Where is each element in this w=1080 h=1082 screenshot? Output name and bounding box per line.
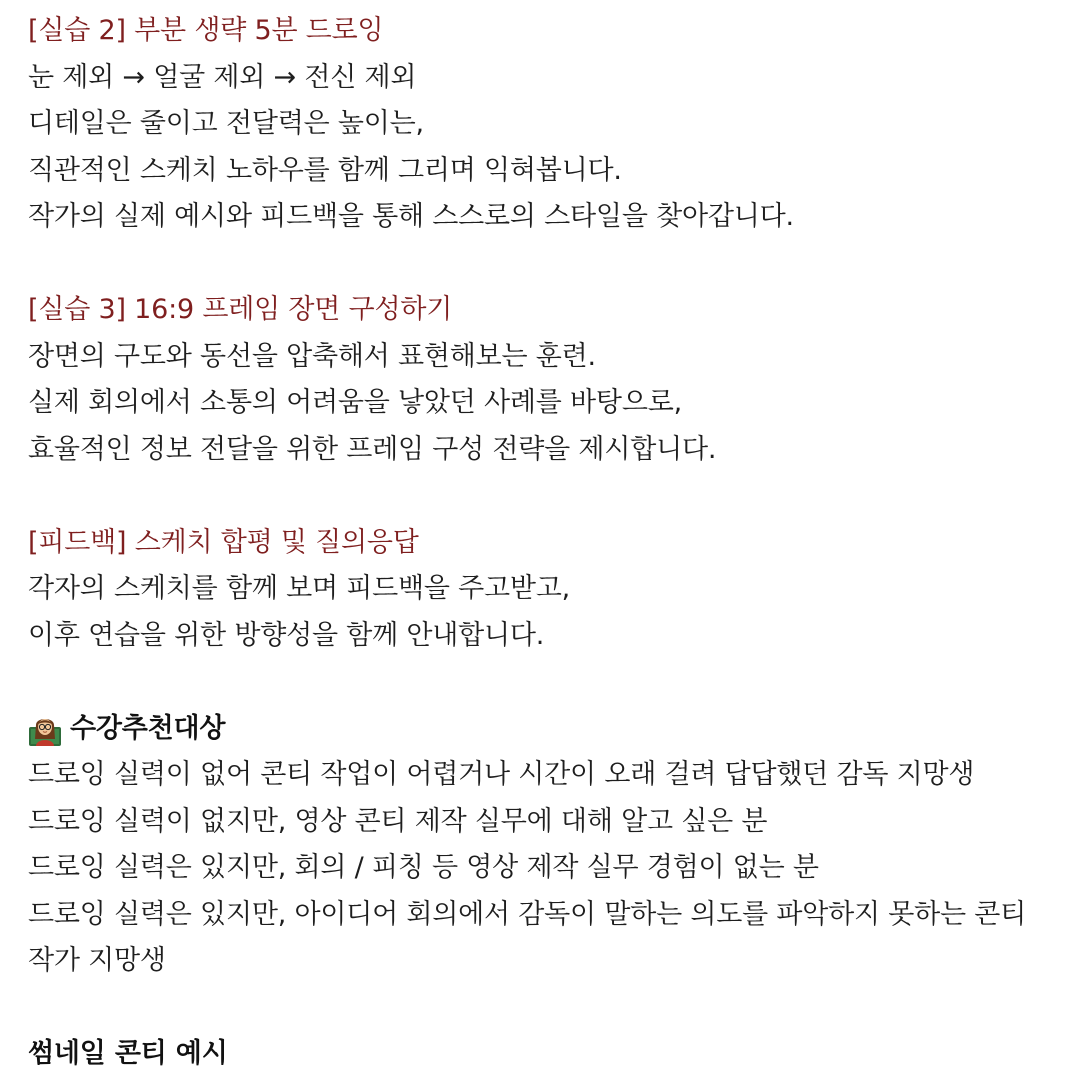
section-practice-2: [28, 8, 1052, 241]
section-title: [실습 3] 16:9 프레임 장면 구성하기: [28, 294, 453, 325]
section-practice-3: [28, 287, 1052, 473]
body-text-line: 효율적인 정보 전달을 위한 프레임 구성 전략을 제시합니다.: [28, 433, 717, 465]
audience-item: 드로잉 실력이 없어 콘티 작업이 어렵거나 시간이 오래 걸려 답답했던 감독 지망생: [28, 759, 975, 790]
body-text-line: 직관적인 스케치 노하우를 함께 그리며 익혀봅니다.: [28, 154, 622, 186]
thumbnail-heading: 썸네일 콘티 예시: [28, 1038, 228, 1069]
audience-heading: [28, 706, 1052, 753]
spacer: [28, 985, 1052, 1032]
audience-item: 드로잉 실력이 없지만, 영상 콘티 제작 실무에 대해 알고 싶은 분: [28, 805, 768, 837]
spacer: [28, 659, 1052, 706]
body-text-line: 눈 제외 → 얼굴 제외 → 전신 제외: [28, 61, 417, 93]
section-title: [실습 2] 부분 생략 5분 드로잉: [28, 15, 384, 46]
teacher-emoji-icon: [28, 713, 62, 747]
body-text-line: 장면의 구도와 동선을 압축해서 표현해보는 훈련.: [28, 340, 596, 372]
audience-item: 드로잉 실력은 있지만, 아이디어 회의에서 감독이 말하는 의도를 파악하지 못하는 콘티 작가 지망생: [28, 898, 1027, 976]
audience-heading-text: 수강추천대상: [70, 712, 226, 744]
body-text-line: 이후 연습을 위한 방향성을 함께 안내합니다.: [28, 619, 545, 651]
body-text-line: 작가의 실제 예시와 피드백을 통해 스스로의 스타일을 찾아갑니다.: [28, 201, 794, 232]
section-title: [피드백] 스케치 합평 및 질의응답: [28, 526, 419, 558]
spacer: [28, 241, 1052, 288]
spacer: [28, 473, 1052, 520]
body-text-line: 각자의 스케치를 함께 보며 피드백을 주고받고,: [28, 573, 571, 604]
section-feedback: [28, 520, 1052, 660]
section-audience: [28, 706, 1052, 985]
body-text-line: 실제 회의에서 소통의 어려움을 낳았던 사례를 바탕으로,: [28, 387, 682, 418]
audience-item: 드로잉 실력은 있지만, 회의 / 피칭 등 영상 제작 실무 경험이 없는 분: [28, 852, 819, 883]
body-text-line: 디테일은 줄이고 전달력은 높이는,: [28, 108, 424, 139]
